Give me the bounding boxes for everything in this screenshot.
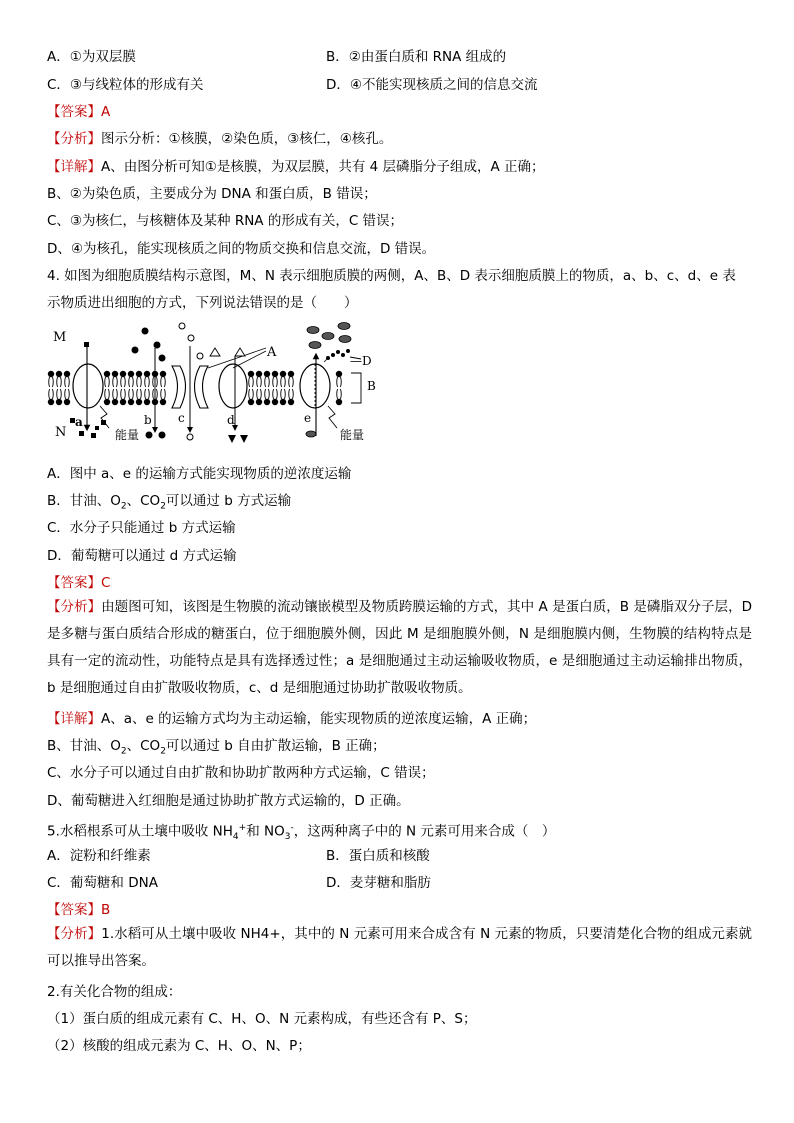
phospholipid-head bbox=[112, 371, 118, 387]
label-e-path: e bbox=[304, 411, 312, 425]
subscript: 2 bbox=[160, 746, 166, 757]
phospholipid-head bbox=[160, 389, 166, 405]
q4-stem-line2: 示物质进出细胞的方式，下列说法错误的是（ ） bbox=[47, 295, 358, 311]
phospholipid-head bbox=[48, 371, 54, 387]
phospholipid-head bbox=[48, 389, 54, 405]
analysis-tag: 【分析】 bbox=[47, 599, 102, 615]
q5-answer bbox=[47, 900, 110, 920]
q3-option-b: B．②由蛋白质和 RNA 组成的 bbox=[326, 49, 507, 65]
phospholipid-head bbox=[264, 389, 270, 405]
phospholipid-head bbox=[264, 371, 270, 387]
phospholipid-head bbox=[56, 389, 62, 405]
phospholipid-head bbox=[120, 389, 126, 405]
channel-protein-right bbox=[195, 366, 209, 408]
q4-stem-line1: 4. 如图为细胞质膜结构示意图，M、N 表示细胞质膜的两侧，A、B、D 表示细胞质膜上的物质，a、b、c、d、e 表 bbox=[47, 268, 736, 284]
answer-tag: 【答案】 bbox=[47, 104, 101, 120]
text: 可以通过 b 自由扩散运输，B 正确； bbox=[165, 738, 386, 754]
q3-option-a: A．①为双层膜 bbox=[47, 49, 136, 65]
q3-detail-c: C、③为核仁，与核糖体及某种 RNA 的形成有关，C 错误； bbox=[47, 213, 404, 229]
q3-detail-b: B、②为染色质，主要成分为 DNA 和蛋白质，B 错误； bbox=[47, 186, 377, 202]
label-c-path: c bbox=[178, 411, 185, 425]
phospholipid-head bbox=[248, 371, 254, 387]
phospholipid-head bbox=[136, 389, 142, 405]
text: 可以通过 b 方式运输 bbox=[165, 493, 292, 509]
phospholipid-head bbox=[272, 389, 278, 405]
q3-option-d: D．④不能实现核质之间的信息交流 bbox=[326, 77, 538, 93]
phospholipid-head bbox=[336, 371, 342, 387]
q3-detail-d: D、④为核孔，能实现核质之间的物质交换和信息交流，D 错误。 bbox=[47, 241, 436, 257]
label-d-glycoprotein: —D bbox=[350, 354, 372, 368]
text: ，这两种离子中的 N 元素可用来合成（ ） bbox=[293, 823, 556, 840]
analysis-text: 由题图可知，该图是生物膜的流动镶嵌模型及物质跨膜运输的方式，其中 A 是蛋白质，B 是磷脂双分子层，D 是多糖与蛋白质结合形成的糖蛋白，位于细胞膜外侧，因此 M 是细胞膜外侧，N 是细胞膜内侧，生物膜的结构特点是具有一定的流动性，功能特点是具有选择透过性；a 是细胞通过主动运输吸收物质，e 是细胞通过主动运输排出物质，b 是细胞通过自由扩散吸收物质，c、d 是细胞通过协助扩散吸收物质。 bbox=[47, 599, 753, 696]
q5-option-c: C．葡萄糖和 DNA bbox=[47, 875, 158, 891]
phospholipid-head bbox=[128, 371, 134, 387]
q4-answer bbox=[47, 573, 110, 593]
label-m: M bbox=[53, 330, 67, 345]
label-b-path: b bbox=[144, 413, 152, 427]
phospholipid-head bbox=[104, 389, 110, 405]
analysis-tag: 【分析】 bbox=[47, 131, 101, 147]
phospholipid-head bbox=[144, 389, 150, 405]
q4-option-d: D．葡萄糖可以通过 d 方式运输 bbox=[47, 548, 237, 564]
q3-answer bbox=[47, 102, 110, 122]
answer-tag: 【答案】 bbox=[47, 902, 101, 918]
text: B、甘油、O bbox=[47, 738, 121, 754]
label-n: N bbox=[55, 425, 67, 440]
energy-label-left: 能量 bbox=[115, 428, 140, 442]
q5-option-a: A．淀粉和纤维素 bbox=[47, 848, 151, 864]
answer-tag: 【答案】 bbox=[47, 575, 101, 591]
phospholipid-head bbox=[288, 389, 294, 405]
detail-text: A、由图分析可知①是核膜，为双层膜，共有 4 层磷脂分子组成，A 正确； bbox=[101, 159, 545, 175]
phospholipid-head bbox=[272, 371, 278, 387]
phospholipid-head bbox=[112, 389, 118, 405]
text: B．甘油、O bbox=[47, 493, 121, 509]
phospholipid-head bbox=[288, 371, 294, 387]
phospholipid-head bbox=[280, 389, 286, 405]
q5-point-2-1: （1）蛋白质的组成元素有 C、H、O、N 元素构成，有些还含有 P、S； bbox=[47, 1011, 477, 1027]
label-d-path: d bbox=[227, 413, 235, 427]
superscript: - bbox=[290, 823, 294, 833]
analysis-tag: 【分析】 bbox=[47, 926, 102, 942]
phospholipid-head bbox=[64, 371, 70, 387]
analysis-text: 图示分析：①核膜，②染色质，③核仁，④核孔。 bbox=[101, 131, 393, 147]
phospholipid-head bbox=[56, 371, 62, 387]
text: 5.水稻根系可从土壤中吸收 NH bbox=[47, 823, 233, 840]
subscript: 4 bbox=[232, 832, 239, 843]
carrier-protein-a bbox=[73, 364, 103, 408]
subscript: 2 bbox=[120, 501, 127, 512]
q5-analysis bbox=[47, 921, 752, 975]
superscript: + bbox=[238, 823, 247, 833]
q4-detail-a bbox=[47, 709, 536, 729]
text: 、CO bbox=[126, 493, 161, 509]
q4-detail-c: C、水分子可以通过自由扩散和协助扩散两种方式运输，C 错误； bbox=[47, 765, 435, 781]
phospholipid-head bbox=[136, 371, 142, 387]
detail-tag: 【详解】 bbox=[47, 159, 101, 175]
q5-point-2: 2.有关化合物的组成： bbox=[47, 984, 182, 1000]
q5-option-d: D．麦芽糖和脂肪 bbox=[326, 875, 431, 891]
q5-point-2-2: （2）核酸的组成元素为 C、H、O、N、P； bbox=[47, 1038, 311, 1054]
answer-value: C bbox=[101, 575, 111, 591]
q4-detail-b bbox=[47, 736, 386, 762]
label-a-path: a bbox=[75, 415, 83, 429]
phospholipid-head bbox=[104, 371, 110, 387]
answer-value: B bbox=[101, 902, 111, 918]
channel-protein-left bbox=[172, 366, 186, 408]
phospholipid-head bbox=[128, 389, 134, 405]
phospholipid-head bbox=[248, 389, 254, 405]
q4-option-b bbox=[47, 491, 291, 517]
text: 和 NO bbox=[246, 823, 285, 840]
q4-option-a: A．图中 a、e 的运输方式能实现物质的逆浓度运输 bbox=[47, 466, 352, 482]
analysis-text: 1.水稻可从土壤中吸收 NH4+，其中的 N 元素可用来合成含有 N 元素的物质，只要清楚化合物的组成元素就可以推导出答案。 bbox=[47, 926, 753, 969]
cell-membrane-diagram bbox=[45, 318, 385, 448]
label-a-protein: A bbox=[267, 345, 277, 360]
q3-option-c: C．③与线粒体的形成有关 bbox=[47, 77, 204, 93]
q4-analysis bbox=[47, 594, 752, 702]
phospholipid-head bbox=[256, 389, 262, 405]
energy-label-right: 能量 bbox=[340, 428, 365, 442]
phospholipid-head bbox=[160, 371, 166, 387]
channel-protein-d bbox=[219, 364, 247, 408]
phospholipid-head bbox=[256, 371, 262, 387]
subscript: 2 bbox=[120, 746, 127, 757]
phospholipid-head bbox=[280, 371, 286, 387]
phospholipid-head bbox=[64, 389, 70, 405]
subscript: 3 bbox=[284, 832, 291, 843]
subscript: 2 bbox=[160, 501, 166, 512]
text: 、CO bbox=[126, 738, 161, 754]
phospholipid-head bbox=[336, 389, 342, 405]
q4-detail-d: D、葡萄糖进入红细胞是通过协助扩散方式运输的，D 正确。 bbox=[47, 793, 410, 809]
detail-text: A、a、e 的运输方式均为主动运输，能实现物质的逆浓度运输，A 正确； bbox=[101, 711, 537, 727]
phospholipid-head bbox=[144, 371, 150, 387]
detail-tag: 【详解】 bbox=[47, 711, 101, 727]
q5-stem bbox=[47, 818, 555, 847]
phospholipid-head bbox=[120, 371, 126, 387]
label-b-bilayer: B bbox=[367, 379, 376, 393]
q3-detail-a bbox=[47, 157, 545, 177]
q4-option-c: C．水分子只能通过 b 方式运输 bbox=[47, 520, 236, 536]
q5-option-b: B．蛋白质和核酸 bbox=[326, 848, 430, 864]
answer-value: A bbox=[101, 104, 111, 120]
q3-analysis bbox=[47, 129, 392, 149]
